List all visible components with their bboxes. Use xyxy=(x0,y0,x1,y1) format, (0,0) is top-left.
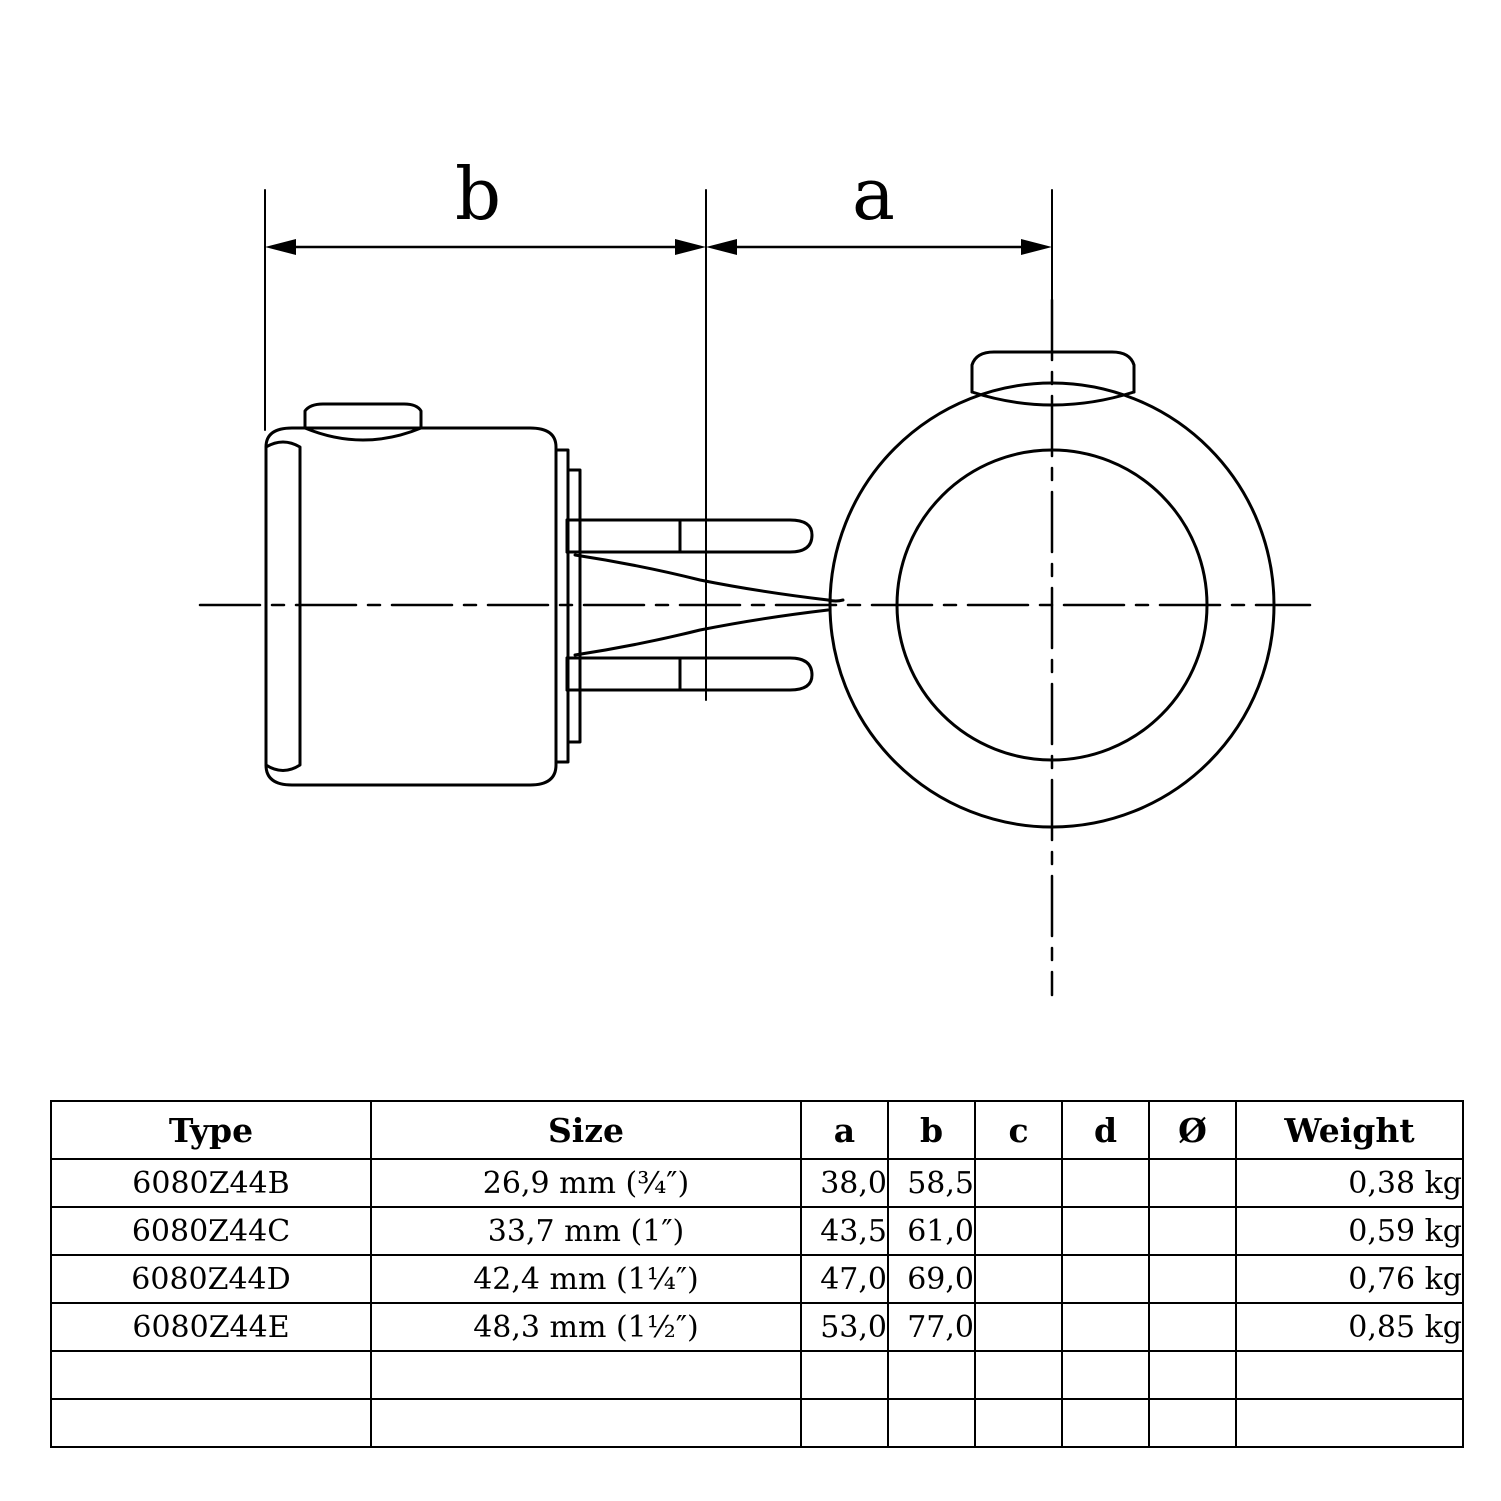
cell-d xyxy=(1062,1159,1149,1207)
cell-d xyxy=(1062,1255,1149,1303)
cell-c xyxy=(975,1255,1062,1303)
header-b: b xyxy=(888,1101,975,1159)
socket-body xyxy=(266,404,580,785)
cell-a: 47,0 xyxy=(801,1255,888,1303)
witness-lines xyxy=(265,190,1052,700)
cell-type: 6080Z44D xyxy=(51,1255,371,1303)
cell-empty xyxy=(51,1399,371,1447)
cell-empty xyxy=(888,1351,975,1399)
header-type: Type xyxy=(51,1101,371,1159)
cell-diameter xyxy=(1149,1255,1236,1303)
cell-diameter xyxy=(1149,1159,1236,1207)
spec-table xyxy=(50,1100,1464,1448)
cell-empty xyxy=(1062,1399,1149,1447)
cell-empty xyxy=(975,1399,1062,1447)
cell-empty xyxy=(1149,1399,1236,1447)
cell-c xyxy=(975,1159,1062,1207)
cell-weight: 0,59 kg xyxy=(1236,1207,1463,1255)
cell-size: 42,4 mm (1¼″) xyxy=(371,1255,801,1303)
cell-weight: 0,76 kg xyxy=(1236,1255,1463,1303)
cell-b: 61,0 xyxy=(888,1207,975,1255)
table-header-row xyxy=(51,1101,1463,1159)
table-row-empty xyxy=(51,1399,1463,1447)
cell-d xyxy=(1062,1303,1149,1351)
cell-empty xyxy=(1149,1351,1236,1399)
spec-table-header xyxy=(51,1101,1463,1159)
cell-d xyxy=(1062,1207,1149,1255)
header-size: Size xyxy=(371,1101,801,1159)
cell-empty xyxy=(801,1351,888,1399)
cell-size: 48,3 mm (1½″) xyxy=(371,1303,801,1351)
cell-type: 6080Z44C xyxy=(51,1207,371,1255)
spec-table-body xyxy=(51,1159,1463,1447)
cell-b: 69,0 xyxy=(888,1255,975,1303)
cell-empty xyxy=(371,1351,801,1399)
cell-empty xyxy=(1236,1399,1463,1447)
table-row xyxy=(51,1303,1463,1351)
cell-size: 26,9 mm (¾″) xyxy=(371,1159,801,1207)
cell-type: 6080Z44B xyxy=(51,1159,371,1207)
spec-table-container xyxy=(50,1100,1462,1448)
cell-type: 6080Z44E xyxy=(51,1303,371,1351)
cell-c xyxy=(975,1303,1062,1351)
cell-a: 38,0 xyxy=(801,1159,888,1207)
cell-b: 77,0 xyxy=(888,1303,975,1351)
dimension-label-a: a xyxy=(852,152,895,236)
cell-empty xyxy=(801,1399,888,1447)
cell-empty xyxy=(1236,1351,1463,1399)
header-diameter: Ø xyxy=(1149,1101,1236,1159)
cell-a: 43,5 xyxy=(801,1207,888,1255)
dimension-line-a xyxy=(706,239,1052,255)
table-row xyxy=(51,1159,1463,1207)
header-d: d xyxy=(1062,1101,1149,1159)
table-row-empty xyxy=(51,1351,1463,1399)
cell-empty xyxy=(975,1351,1062,1399)
cell-weight: 0,38 kg xyxy=(1236,1159,1463,1207)
cell-empty xyxy=(1062,1351,1149,1399)
cell-empty xyxy=(371,1399,801,1447)
cell-empty xyxy=(51,1351,371,1399)
cell-b: 58,5 xyxy=(888,1159,975,1207)
header-weight: Weight xyxy=(1236,1101,1463,1159)
cell-a: 53,0 xyxy=(801,1303,888,1351)
dimension-label-b: b xyxy=(455,152,502,236)
dimension-line-b xyxy=(265,239,706,255)
cell-weight: 0,85 kg xyxy=(1236,1303,1463,1351)
table-row xyxy=(51,1255,1463,1303)
cell-empty xyxy=(888,1399,975,1447)
header-c: c xyxy=(975,1101,1062,1159)
cell-diameter xyxy=(1149,1303,1236,1351)
header-a: a xyxy=(801,1101,888,1159)
table-row xyxy=(51,1207,1463,1255)
cell-size: 33,7 mm (1″) xyxy=(371,1207,801,1255)
cell-c xyxy=(975,1207,1062,1255)
cell-diameter xyxy=(1149,1207,1236,1255)
